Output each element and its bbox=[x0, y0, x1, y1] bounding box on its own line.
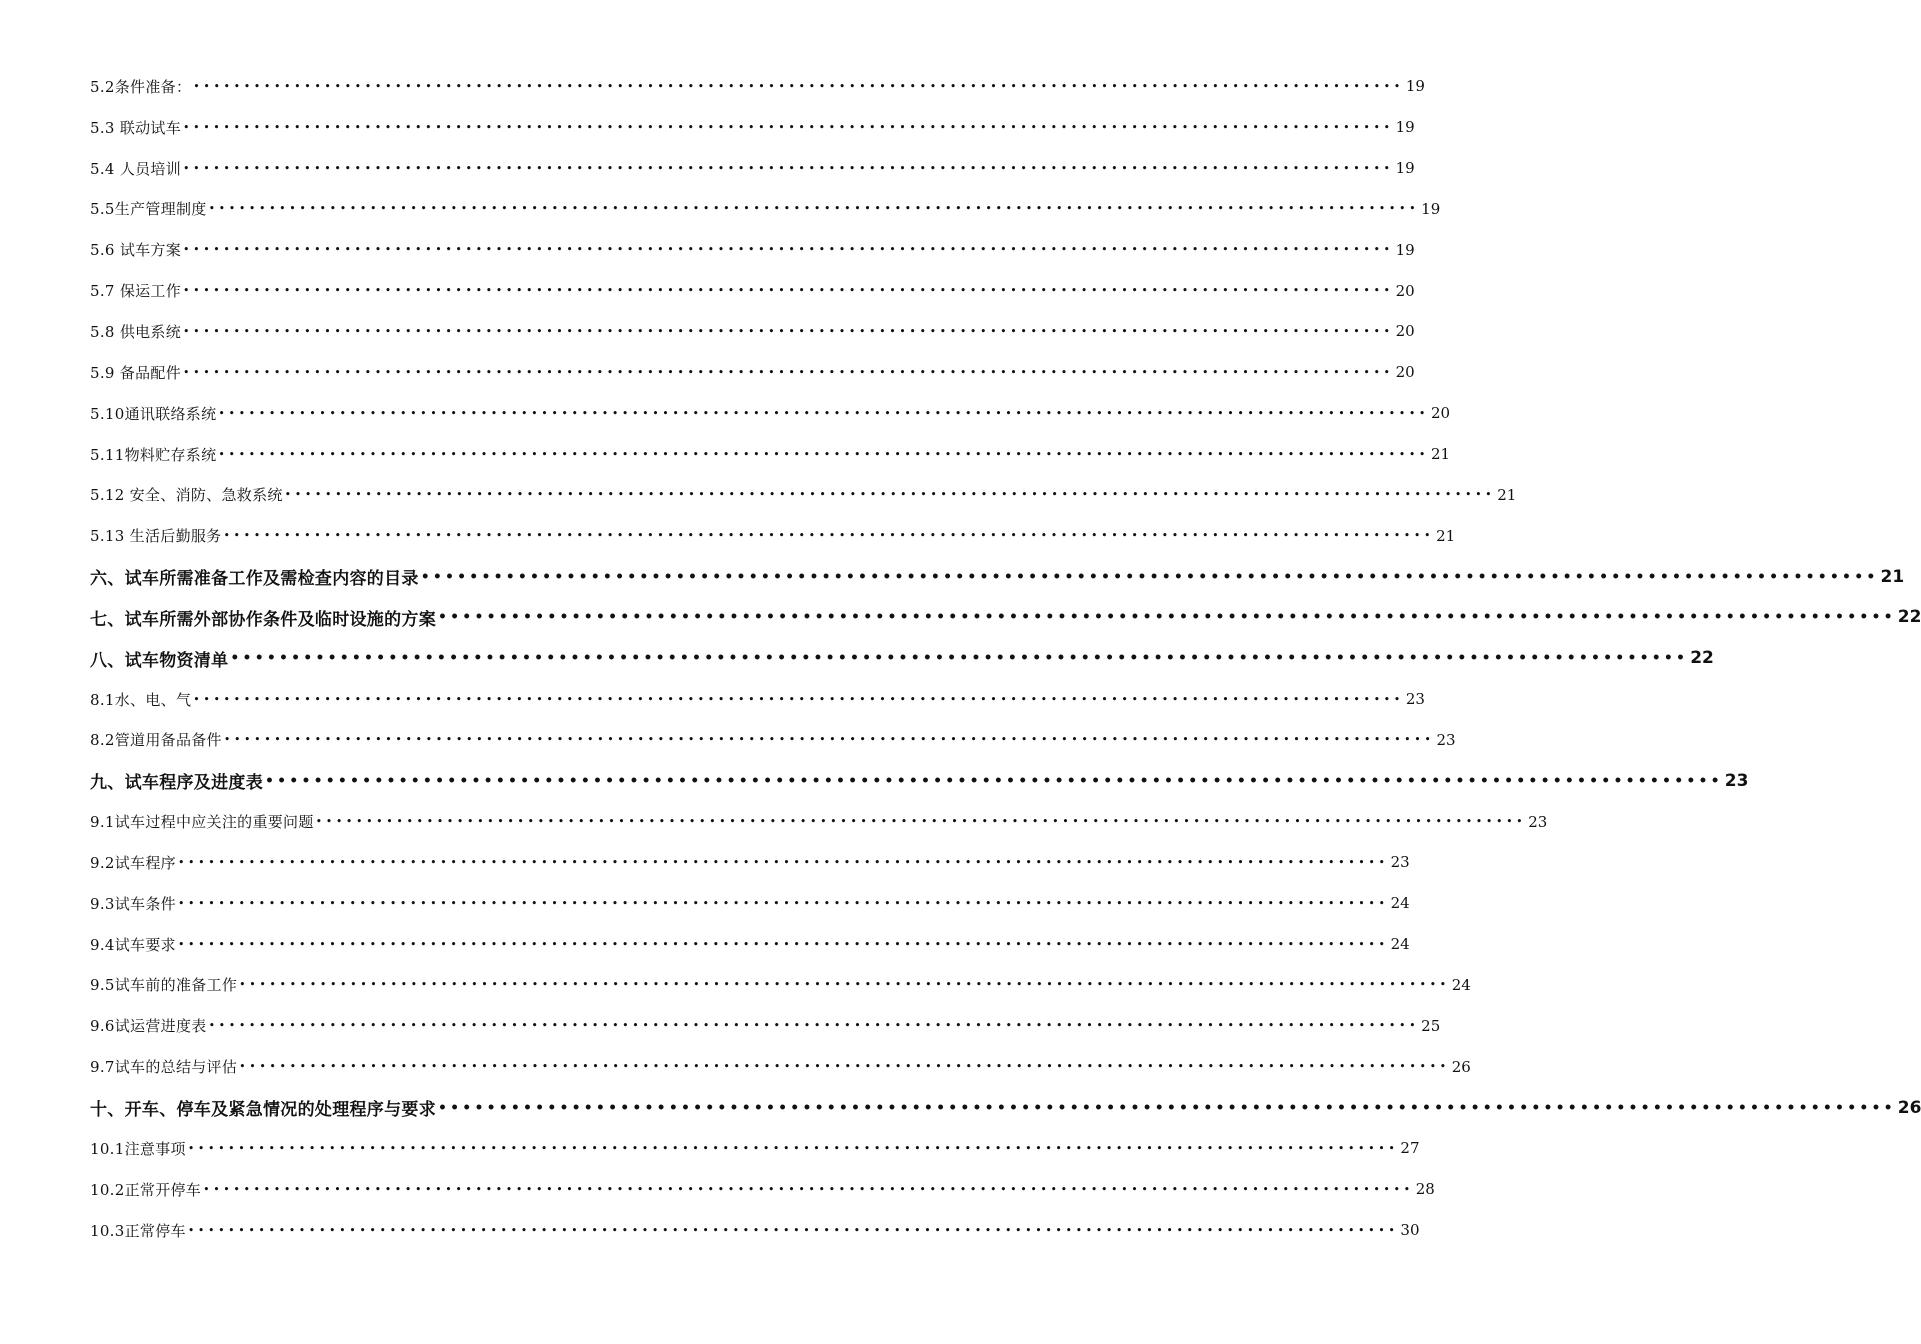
toc-entry-label: 5.7 保运工作 bbox=[90, 282, 182, 301]
toc-entry[interactable] bbox=[90, 434, 1451, 475]
toc-leader-dots: •••••••••••••••••••••••••••••••••••••••••••••••••••••••••••••••••••••••••••••••••••••••••••••••••••••••••••••••••••••••• bbox=[183, 365, 1394, 379]
toc-entry-page-number: 21 bbox=[1880, 566, 1905, 587]
toc-entry-page-number: 28 bbox=[1415, 1180, 1435, 1199]
toc-entry[interactable] bbox=[90, 883, 1410, 924]
toc-leader-dots: •••••••••••••••••••••••••••••••••••••••••••••••••••••••••••••••••••••••••••••••••••••••••••••••••••••••••••••••••••••••• bbox=[177, 896, 1389, 910]
toc-entry[interactable] bbox=[90, 1210, 1420, 1251]
toc-entry-page-number: 21 bbox=[1497, 485, 1517, 504]
toc-entry-page-number: 19 bbox=[1395, 118, 1415, 137]
toc-entry-page-number: 21 bbox=[1431, 445, 1451, 464]
toc-entry[interactable] bbox=[90, 924, 1410, 965]
toc-leader-dots: •••••••••••••••••••••••••••••••••••••••••••••••••••••••••••••••••••••••••••••••••••••••••••••••••••••••••••••••••••••••• bbox=[438, 609, 1896, 626]
toc-entry[interactable] bbox=[90, 229, 1415, 270]
toc-entry-label: 10.2正常开停车 bbox=[90, 1180, 202, 1199]
toc-entry-page-number: 19 bbox=[1395, 240, 1415, 259]
toc-entry[interactable] bbox=[90, 393, 1451, 434]
toc-entry-label: 5.3 联动试车 bbox=[90, 118, 182, 137]
toc-leader-dots: •••••••••••••••••••••••••••••••••••••••••••••••••••••••••••••••••••••••••••••••••••••••••••••••••••••••••••••••••••••••• bbox=[183, 161, 1394, 175]
toc-leader-dots: •••••••••••••••••••••••••••••••••••••••••••••••••••••••••••••••••••••••••••••••••••••••••••••••••••••••••••••••••••••••• bbox=[183, 243, 1394, 257]
toc-leader-dots: •••••••••••••••••••••••••••••••••••••••••••••••••••••••••••••••••••••••••••••••••••••••••••••••••••••••••••••••••••••••• bbox=[223, 733, 1435, 747]
toc-entry[interactable] bbox=[90, 720, 1456, 761]
toc-entry-page-number: 20 bbox=[1395, 281, 1415, 300]
toc-entry[interactable] bbox=[90, 597, 1921, 638]
toc-entry-label: 5.2条件准备： bbox=[90, 77, 192, 96]
toc-entry-label: 8.1水、电、气 bbox=[90, 690, 192, 709]
toc-leader-dots: •••••••••••••••••••••••••••••••••••••••••••••••••••••••••••••••••••••••••••••••••••••••••••••••••••••••••••••••••••••••• bbox=[208, 202, 1420, 216]
toc-entry-label: 5.11物料贮存系统 bbox=[90, 445, 217, 464]
toc-entry-page-number: 26 bbox=[1451, 1057, 1471, 1076]
toc-entry[interactable] bbox=[90, 965, 1471, 1006]
toc-entry-page-number: 24 bbox=[1451, 975, 1471, 994]
toc-entry-label: 9.7试车的总结与评估 bbox=[90, 1058, 238, 1077]
toc-leader-dots: •••••••••••••••••••••••••••••••••••••••••••••••••••••••••••••••••••••••••••••••••••••••••••••••••••••••••••••••••••••••• bbox=[183, 284, 1394, 298]
toc-entry-label: 5.10通讯联络系统 bbox=[90, 404, 217, 423]
toc-leader-dots: •••••••••••••••••••••••••••••••••••••••••••••••••••••••••••••••••••••••••••••••••••••••••••••••••••••••••••••••••••••••• bbox=[239, 978, 1450, 992]
toc-entry[interactable] bbox=[90, 474, 1517, 515]
toc-entry-page-number: 22 bbox=[1897, 607, 1921, 628]
table-of-contents bbox=[90, 66, 1921, 1250]
toc-leader-dots: •••••••••••••••••••••••••••••••••••••••••••••••••••••••••••••••••••••••••••••••••••••••••••••••••••••••••••••••••••••••• bbox=[193, 79, 1404, 93]
toc-entry[interactable] bbox=[90, 270, 1415, 311]
toc-entry-page-number: 27 bbox=[1400, 1139, 1420, 1158]
toc-entry-page-number: 24 bbox=[1390, 935, 1410, 954]
toc-entry-label: 9.3试车条件 bbox=[90, 894, 176, 913]
toc-entry-label: 5.13 生活后勤服务 bbox=[90, 527, 222, 546]
toc-entry-page-number: 19 bbox=[1421, 199, 1441, 218]
toc-leader-dots: •••••••••••••••••••••••••••••••••••••••••••••••••••••••••••••••••••••••••••••••••••••••••••••••••••••••••••••••••••••••• bbox=[187, 1141, 1399, 1155]
toc-entry-page-number: 20 bbox=[1395, 363, 1415, 382]
toc-leader-dots: •••••••••••••••••••••••••••••••••••••••••••••••••••••••••••••••••••••••••••••••••••••••••••••••••••••••••••••••••••••••• bbox=[265, 772, 1723, 789]
toc-entry[interactable] bbox=[90, 1128, 1420, 1169]
toc-entry[interactable] bbox=[90, 1005, 1441, 1046]
toc-entry-label: 5.5生产管理制度 bbox=[90, 200, 207, 219]
toc-entry-label: 9.2试车程序 bbox=[90, 853, 176, 872]
toc-entry-page-number: 23 bbox=[1528, 812, 1548, 831]
toc-entry-page-number: 30 bbox=[1400, 1221, 1420, 1240]
toc-entry-page-number: 24 bbox=[1390, 894, 1410, 913]
toc-entry[interactable] bbox=[90, 638, 1714, 679]
toc-leader-dots: •••••••••••••••••••••••••••••••••••••••••••••••••••••••••••••••••••••••••••••••••••••••••••••••••••••••••••••••••••••••• bbox=[193, 692, 1404, 706]
toc-entry-label: 5.8 供电系统 bbox=[90, 322, 182, 341]
toc-entry-label: 八、试车物资清单 bbox=[90, 650, 229, 671]
toc-entry-page-number: 23 bbox=[1390, 853, 1410, 872]
toc-entry[interactable] bbox=[90, 148, 1415, 189]
toc-entry[interactable] bbox=[90, 679, 1425, 720]
toc-entry-label: 9.1试车过程中应关注的重要问题 bbox=[90, 813, 314, 832]
toc-entry-label: 七、试车所需外部协作条件及临时设施的方案 bbox=[90, 609, 436, 630]
toc-entry-page-number: 22 bbox=[1690, 648, 1714, 669]
toc-entry-label: 5.6 试车方案 bbox=[90, 241, 182, 260]
toc-entry[interactable] bbox=[90, 1169, 1435, 1210]
toc-leader-dots: •••••••••••••••••••••••••••••••••••••••••••••••••••••••••••••••••••••••••••••••••••••••••••••••••••••••••••••••••••••••• bbox=[239, 1060, 1450, 1074]
toc-entry-page-number: 19 bbox=[1395, 159, 1415, 178]
toc-leader-dots: •••••••••••••••••••••••••••••••••••••••••••••••••••••••••••••••••••••••••••••••••••••••••••••••••••••••••••••••••••••••• bbox=[438, 1099, 1896, 1116]
toc-leader-dots: •••••••••••••••••••••••••••••••••••••••••••••••••••••••••••••••••••••••••••••••••••••••••••••••••••••••••••••••••••••••• bbox=[223, 529, 1435, 543]
toc-leader-dots: •••••••••••••••••••••••••••••••••••••••••••••••••••••••••••••••••••••••••••••••••••••••••••••••••••••••••••••••••••••••• bbox=[315, 815, 1527, 829]
toc-entry[interactable] bbox=[90, 1046, 1471, 1087]
toc-entry-label: 九、试车程序及进度表 bbox=[90, 773, 263, 794]
toc-leader-dots: •••••••••••••••••••••••••••••••••••••••••••••••••••••••••••••••••••••••••••••••••••••••••••••••••••••••••••••••••••••••• bbox=[177, 855, 1389, 869]
toc-leader-dots: •••••••••••••••••••••••••••••••••••••••••••••••••••••••••••••••••••••••••••••••••••••••••••••••••••••••••••••••••••••••• bbox=[203, 1182, 1414, 1196]
toc-entry-label: 10.3正常停车 bbox=[90, 1221, 186, 1240]
toc-entry-label: 8.2管道用备品备件 bbox=[90, 731, 222, 750]
toc-entry[interactable] bbox=[90, 107, 1415, 148]
toc-entry-label: 十、开车、停车及紧急情况的处理程序与要求 bbox=[90, 1100, 436, 1121]
toc-entry-label: 10.1注意事项 bbox=[90, 1139, 186, 1158]
toc-entry-label: 9.5试车前的准备工作 bbox=[90, 976, 238, 995]
toc-leader-dots: •••••••••••••••••••••••••••••••••••••••••••••••••••••••••••••••••••••••••••••••••••••••••••••••••••••••••••••••••••••••• bbox=[420, 568, 1879, 585]
toc-entry-page-number: 26 bbox=[1897, 1097, 1921, 1118]
toc-entry-label: 9.6试运营进度表 bbox=[90, 1017, 207, 1036]
toc-entry-page-number: 23 bbox=[1436, 730, 1456, 749]
toc-leader-dots: •••••••••••••••••••••••••••••••••••••••••••••••••••••••••••••••••••••••••••••••••••••••••••••••••••••••••••••••••••••••• bbox=[183, 324, 1394, 338]
toc-entry-page-number: 23 bbox=[1724, 770, 1749, 791]
toc-leader-dots: •••••••••••••••••••••••••••••••••••••••••••••••••••••••••••••••••••••••••••••••••••••••••••••••••••••••••••••••••••••••• bbox=[230, 650, 1689, 667]
toc-entry-label: 5.9 备品配件 bbox=[90, 363, 182, 382]
toc-entry-page-number: 25 bbox=[1421, 1016, 1441, 1035]
toc-entry-page-number: 20 bbox=[1431, 404, 1451, 423]
toc-entry[interactable] bbox=[90, 842, 1410, 883]
toc-entry[interactable] bbox=[90, 1087, 1921, 1128]
toc-entry-label: 六、试车所需准备工作及需检查内容的目录 bbox=[90, 569, 419, 590]
toc-leader-dots: •••••••••••••••••••••••••••••••••••••••••••••••••••••••••••••••••••••••••••••••••••••••••••••••••••••••••••••••••••••••• bbox=[187, 1223, 1399, 1237]
toc-entry-label: 9.4试车要求 bbox=[90, 935, 176, 954]
toc-leader-dots: •••••••••••••••••••••••••••••••••••••••••••••••••••••••••••••••••••••••••••••••••••••••••••••••••••••••••••••••••••••••• bbox=[183, 120, 1394, 134]
toc-leader-dots: •••••••••••••••••••••••••••••••••••••••••••••••••••••••••••••••••••••••••••••••••••••••••••••••••••••••••••••••••••••••• bbox=[218, 447, 1429, 461]
toc-leader-dots: •••••••••••••••••••••••••••••••••••••••••••••••••••••••••••••••••••••••••••••••••••••••••••••••••••••••••••••••••••••••• bbox=[208, 1019, 1420, 1033]
toc-entry[interactable] bbox=[90, 556, 1905, 597]
toc-leader-dots: •••••••••••••••••••••••••••••••••••••••••••••••••••••••••••••••••••••••••••••••••••••••••••••••••••••••••••••••••••••••• bbox=[177, 937, 1389, 951]
toc-entry-page-number: 21 bbox=[1436, 526, 1456, 545]
toc-entry[interactable] bbox=[90, 760, 1749, 801]
toc-entry-page-number: 23 bbox=[1405, 690, 1425, 709]
toc-entry-label: 5.12 安全、消防、急救系统 bbox=[90, 486, 283, 505]
toc-entry-page-number: 19 bbox=[1405, 77, 1425, 96]
toc-entry-page-number: 20 bbox=[1395, 322, 1415, 341]
toc-entry[interactable] bbox=[90, 801, 1548, 842]
toc-entry-label: 5.4 人员培训 bbox=[90, 159, 182, 178]
toc-leader-dots: •••••••••••••••••••••••••••••••••••••••••••••••••••••••••••••••••••••••••••••••••••••••••••••••••••••••••••••••••••••••• bbox=[218, 406, 1429, 420]
toc-leader-dots: •••••••••••••••••••••••••••••••••••••••••••••••••••••••••••••••••••••••••••••••••••••••••••••••••••••••••••••••••••••••• bbox=[284, 488, 1496, 502]
toc-entry[interactable] bbox=[90, 352, 1415, 393]
toc-entry[interactable] bbox=[90, 515, 1456, 556]
toc-entry[interactable] bbox=[90, 311, 1415, 352]
toc-entry[interactable] bbox=[90, 189, 1441, 230]
toc-entry[interactable] bbox=[90, 66, 1425, 107]
